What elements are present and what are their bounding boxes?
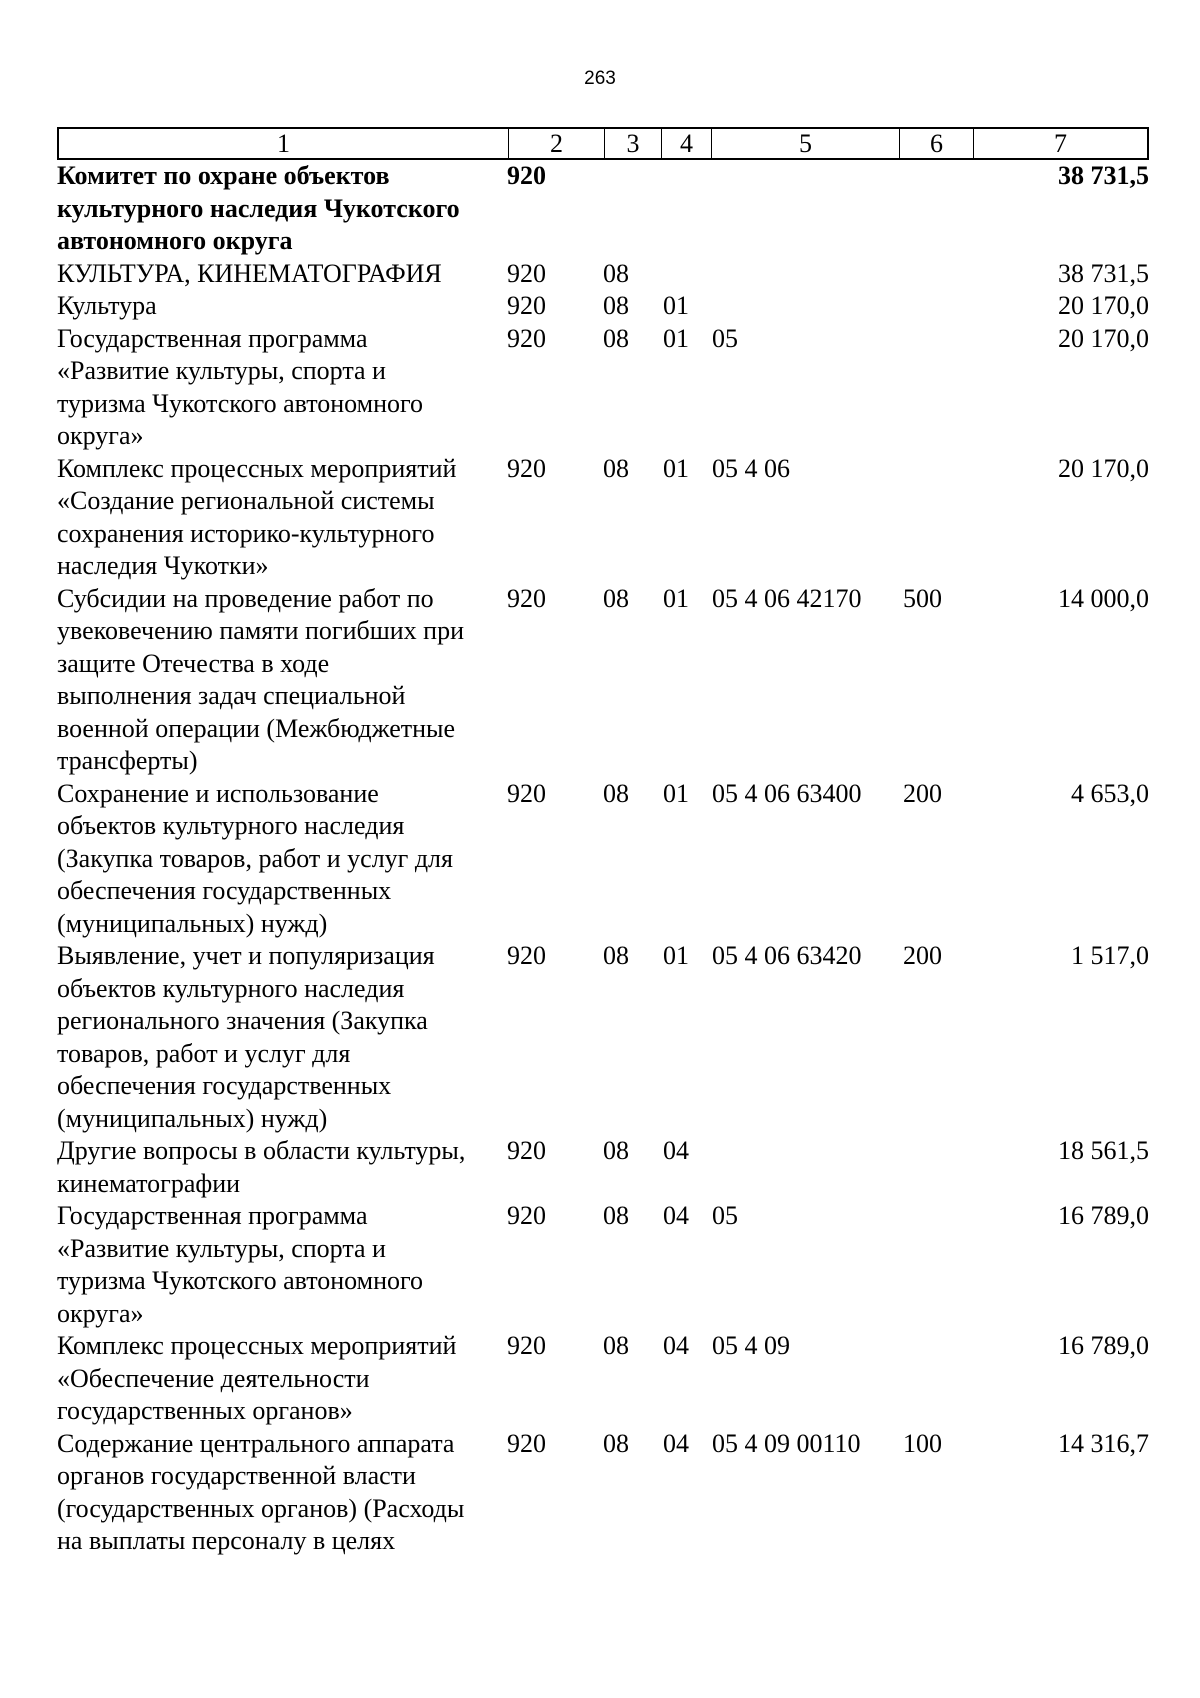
header-col-6: 6 bbox=[900, 129, 974, 158]
row-subsection-code: 01 bbox=[663, 778, 689, 808]
row-section-code: 08 bbox=[603, 1331, 629, 1360]
row-ministry-code: 920 bbox=[507, 778, 546, 808]
row-ministry-code: 920 bbox=[507, 453, 546, 483]
row-expense-type-code: 200 bbox=[903, 778, 942, 808]
table-row bbox=[57, 453, 1149, 583]
table-row bbox=[57, 940, 1149, 1135]
page-number: 263 bbox=[584, 68, 616, 89]
row-ministry-code: 920 bbox=[507, 1136, 546, 1165]
table-row bbox=[57, 1330, 1149, 1428]
row-amount: 20 170,0 bbox=[1058, 323, 1149, 353]
row-ministry-code: 920 bbox=[507, 258, 546, 288]
row-name: Выявление, учет и популяризация объектов культурного наследия регионального значения (Закупка товаров, работ и услуг для обеспечения государственных (муниципальных) нужд) bbox=[57, 941, 435, 1133]
row-section-code: 08 bbox=[603, 1428, 629, 1458]
row-amount: 14 316,7 bbox=[1058, 1428, 1149, 1458]
row-section-code: 08 bbox=[603, 291, 629, 320]
row-amount: 4 653,0 bbox=[1071, 778, 1149, 808]
row-ministry-code: 920 bbox=[507, 1428, 546, 1458]
row-section-code: 08 bbox=[603, 778, 629, 808]
header-col-5: 5 bbox=[712, 129, 900, 158]
row-name: Содержание центрального аппарата органов государственной власти (государственных органов) (Расходы на выплаты персоналу в целях bbox=[57, 1428, 465, 1555]
row-ministry-code: 920 bbox=[507, 1331, 546, 1360]
row-subsection-code: 01 bbox=[663, 941, 689, 970]
row-target-article-code: 05 4 06 42170 bbox=[712, 583, 862, 613]
row-name: Комитет по охране объектов культурного наследия Чукотского автономного округа bbox=[57, 161, 460, 255]
row-subsection-code: 04 bbox=[663, 1428, 689, 1458]
row-ministry-code: 920 bbox=[507, 941, 546, 970]
row-target-article-code: 05 bbox=[712, 323, 738, 353]
row-section-code: 08 bbox=[603, 941, 629, 970]
row-ministry-code: 920 bbox=[507, 161, 546, 190]
row-amount: 1 517,0 bbox=[1071, 941, 1149, 970]
row-ministry-code: 920 bbox=[507, 291, 546, 320]
row-name: Сохранение и использование объектов культурного наследия (Закупка товаров, работ и услуг для обеспечения государственных (муниципальных) нужд) bbox=[57, 778, 453, 938]
row-target-article-code: 05 4 06 63400 bbox=[712, 778, 862, 808]
table-row bbox=[57, 160, 1149, 258]
header-col-7: 7 bbox=[1054, 129, 1067, 158]
table-header bbox=[57, 127, 1149, 160]
row-name: Культура bbox=[57, 291, 157, 320]
row-amount: 38 731,5 bbox=[1058, 161, 1149, 190]
row-expense-type-code: 500 bbox=[903, 583, 942, 613]
row-name: Субсидии на проведение работ по увековечению памяти погибших при защите Отечества в ходе выполнения задач специальной военной операции (Межбюджетные трансферты) bbox=[57, 583, 464, 775]
table-row bbox=[57, 258, 1149, 291]
row-name: Комплекс процессных мероприятий «Создание региональной системы сохранения историко-культурного наследия Чукотки» bbox=[57, 453, 457, 580]
row-amount: 20 170,0 bbox=[1058, 291, 1149, 320]
row-target-article-code: 05 bbox=[712, 1201, 738, 1230]
header-col-3: 3 bbox=[605, 129, 662, 158]
row-target-article-code: 05 4 09 bbox=[712, 1331, 790, 1360]
table-row bbox=[57, 778, 1149, 941]
row-name: КУЛЬТУРА, КИНЕМАТОГРАФИЯ bbox=[57, 258, 442, 288]
row-expense-type-code: 200 bbox=[903, 941, 942, 970]
row-ministry-code: 920 bbox=[507, 323, 546, 353]
row-amount: 14 000,0 bbox=[1058, 583, 1149, 613]
header-col-2: 2 bbox=[509, 129, 605, 158]
row-section-code: 08 bbox=[603, 1201, 629, 1230]
table-row bbox=[57, 583, 1149, 778]
row-subsection-code: 01 bbox=[663, 291, 689, 320]
row-ministry-code: 920 bbox=[507, 583, 546, 613]
table-row bbox=[57, 323, 1149, 453]
table-row bbox=[57, 1428, 1149, 1558]
row-target-article-code: 05 4 09 00110 bbox=[712, 1428, 861, 1458]
row-amount: 20 170,0 bbox=[1058, 453, 1149, 483]
table-row bbox=[57, 1200, 1149, 1330]
header-col-4: 4 bbox=[662, 129, 712, 158]
row-section-code: 08 bbox=[603, 453, 629, 483]
row-target-article-code: 05 4 06 bbox=[712, 453, 790, 483]
row-amount: 16 789,0 bbox=[1058, 1331, 1149, 1360]
row-subsection-code: 01 bbox=[663, 583, 689, 613]
row-amount: 18 561,5 bbox=[1058, 1136, 1149, 1165]
row-section-code: 08 bbox=[603, 1136, 629, 1165]
row-section-code: 08 bbox=[603, 258, 629, 288]
row-subsection-code: 04 bbox=[663, 1136, 689, 1165]
row-section-code: 08 bbox=[603, 323, 629, 353]
table-row bbox=[57, 1135, 1149, 1200]
row-name: Государственная программа «Развитие культуры, спорта и туризма Чукотского автономного округа» bbox=[57, 1201, 424, 1328]
budget-table-body bbox=[57, 160, 1149, 1558]
row-section-code: 08 bbox=[603, 583, 629, 613]
row-amount: 16 789,0 bbox=[1058, 1201, 1149, 1230]
row-subsection-code: 01 bbox=[663, 323, 689, 353]
row-subsection-code: 04 bbox=[663, 1331, 689, 1360]
row-subsection-code: 01 bbox=[663, 453, 689, 483]
row-amount: 38 731,5 bbox=[1058, 258, 1149, 288]
row-ministry-code: 920 bbox=[507, 1201, 546, 1230]
row-name: Государственная программа «Развитие культуры, спорта и туризма Чукотского автономного округа» bbox=[57, 323, 424, 450]
row-name: Другие вопросы в области культуры, кинематографии bbox=[57, 1136, 466, 1198]
header-col-1: 1 bbox=[59, 129, 509, 158]
row-expense-type-code: 100 bbox=[903, 1428, 942, 1458]
table-row bbox=[57, 290, 1149, 323]
row-subsection-code: 04 bbox=[663, 1201, 689, 1230]
row-name: Комплекс процессных мероприятий «Обеспечение деятельности государственных органов» bbox=[57, 1331, 457, 1425]
row-target-article-code: 05 4 06 63420 bbox=[712, 941, 862, 970]
